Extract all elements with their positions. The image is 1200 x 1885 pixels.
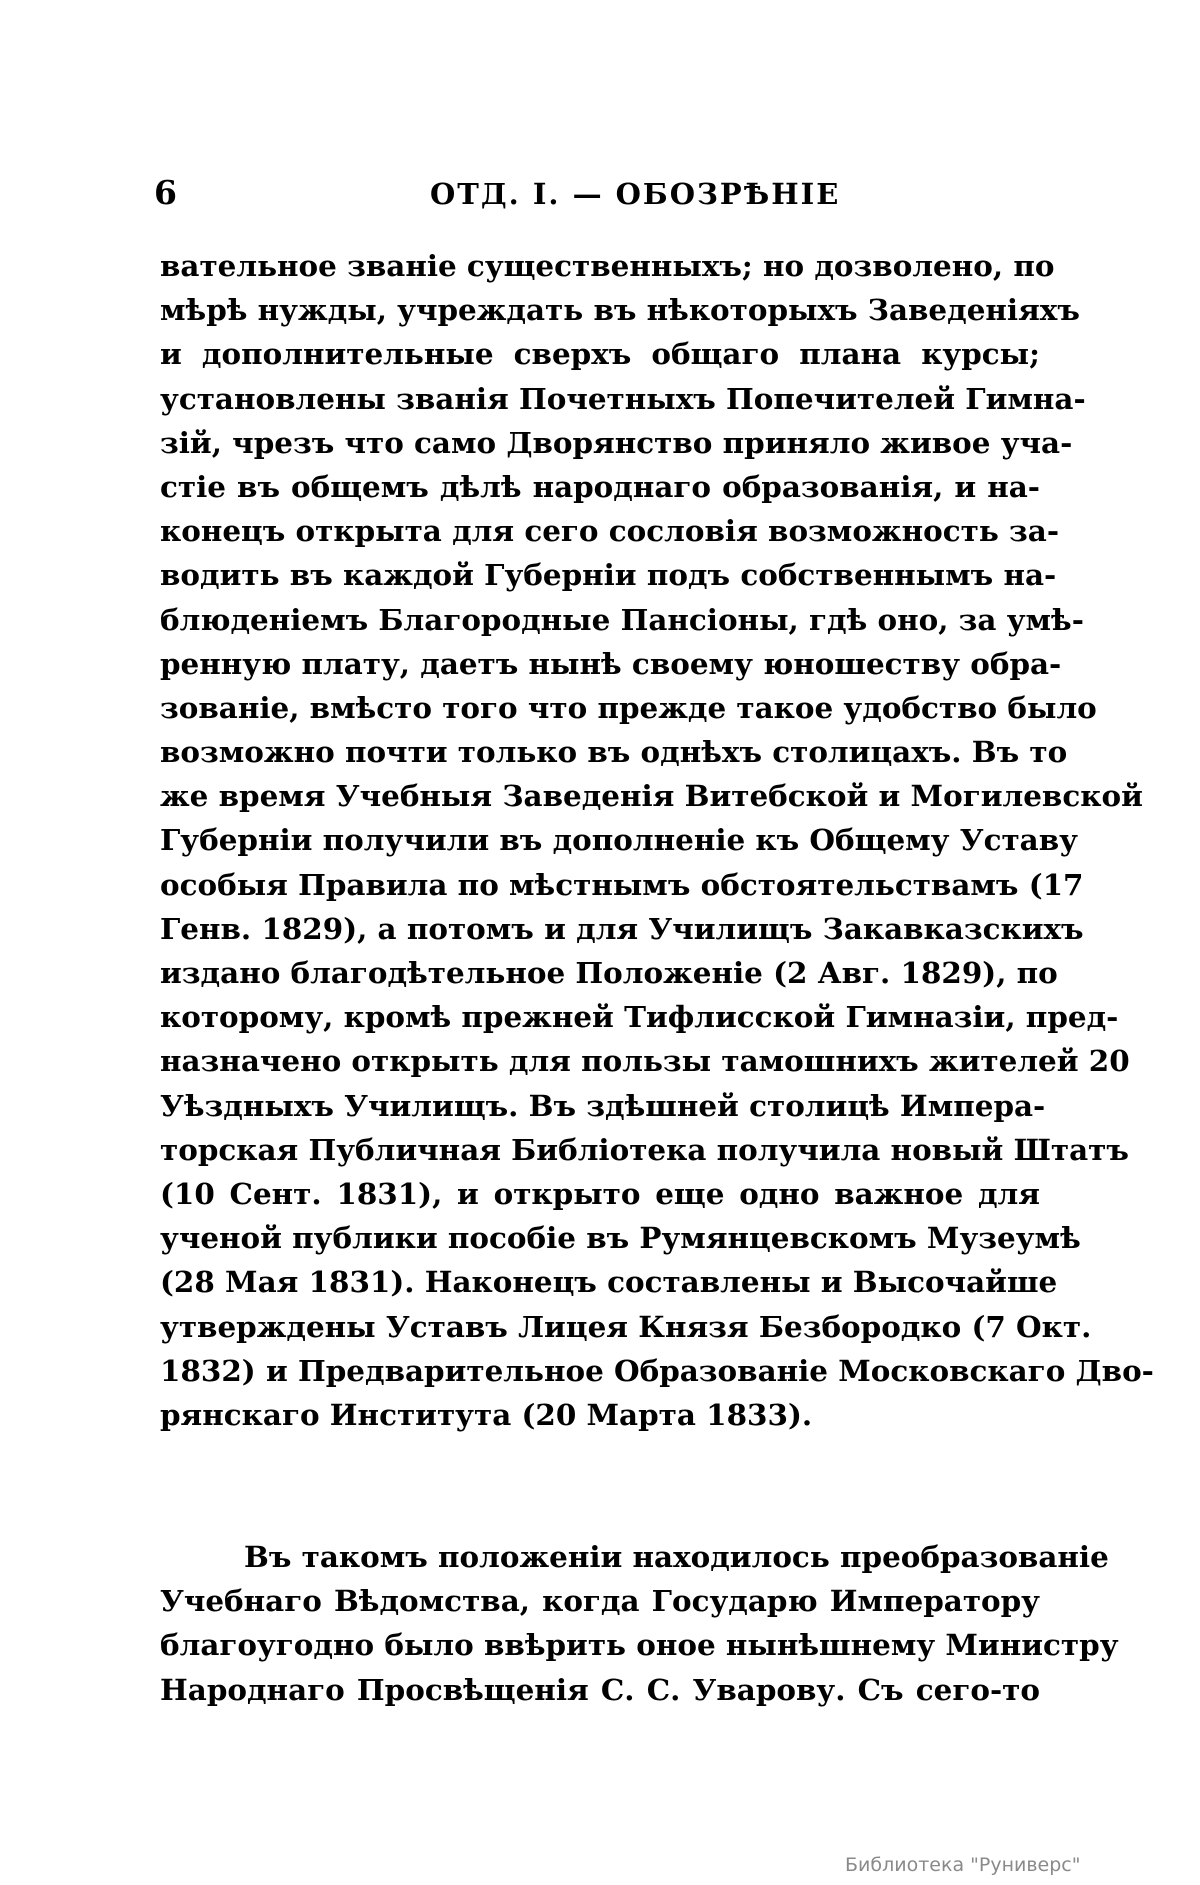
text-line: мѣрѣ нужды, учреждать въ нѣкоторыхъ Заведеніяхъ	[160, 292, 1080, 328]
text-line: и дополнительные сверхъ общаго плана курсы;	[160, 336, 1040, 372]
text-line: благоугодно было ввѣрить оное нынѣшнему Министру	[160, 1627, 1119, 1663]
text-line: ученой публики пособіе въ Румянцевскомъ Музеумѣ	[160, 1220, 1081, 1256]
text-line: стіе въ общемъ дѣлѣ народнаго образованія, и на-	[160, 468, 1040, 504]
text-line: особыя Правила по мѣстнымъ обстоятельствамъ (17	[160, 866, 1084, 902]
text-line: назначено открыть для пользы тамошнихъ жителей 20	[160, 1043, 1130, 1079]
text-line: Генв. 1829), а потомъ и для Училищъ Закавказскихъ	[160, 910, 1084, 946]
text-line: вательное званіе существенныхъ; но дозволено, по	[160, 248, 1055, 283]
page-number: 6	[154, 173, 177, 212]
text-line: ренную плату, даетъ нынѣ своему юношеству обра-	[160, 645, 1062, 681]
text-line: 1832) и Предварительное Образованіе Московскаго Дво-	[160, 1352, 1154, 1388]
text-line: водить въ каждой Губерніи подъ собственнымъ на-	[160, 557, 1057, 593]
text-line: зованіе, вмѣсто того что прежде такое удобство было	[160, 689, 1097, 725]
running-head: ОТД. I. — ОБОЗРѢНІЕ	[430, 177, 841, 211]
text-line: которому, кромѣ прежней Тифлисской Гимназіи, пред-	[160, 999, 1119, 1035]
text-line: Уѣздныхъ Училищъ. Въ здѣшней столицѣ Импера-	[160, 1087, 1046, 1123]
text-line: (10 Сент. 1831), и открыто еще одно важное для	[160, 1175, 1040, 1211]
text-line: Народнаго Просвѣщенія С. С. Уварову. Съ сего-то	[160, 1671, 1040, 1707]
library-watermark: Библиотека "Руниверс"	[845, 1854, 1081, 1876]
text-line: Учебнаго Вѣдомства, когда Государю Императору	[160, 1583, 1040, 1619]
text-line: же время Учебныя Заведенія Витебской и Могилевской	[160, 778, 1143, 814]
text-line: возможно почти только въ однѣхъ столицахъ. Въ то	[160, 734, 1068, 770]
text-line: торская Публичная Библіотека получила новый Штатъ	[160, 1131, 1129, 1167]
text-line: Въ такомъ положеніи находилось преобразованіе	[244, 1539, 1109, 1574]
text-line: рянскаго Института (20 Марта 1833).	[160, 1396, 813, 1432]
text-line: блюденіемъ Благородные Пансіоны, гдѣ оно, за умѣ-	[160, 601, 1084, 637]
paragraph	[160, 1535, 1119, 1712]
text-line: зій, чрезъ что само Дворянство приняло живое уча-	[160, 424, 1073, 460]
text-line: Губерніи получили въ дополненіе къ Общему Уставу	[160, 822, 1078, 858]
text-line: (28 Мая 1831). Наконецъ составлены и Высочайше	[160, 1264, 1058, 1300]
paragraph	[160, 244, 1154, 1437]
text-line: издано благодѣтельное Положеніе (2 Авг. 1829), по	[160, 955, 1058, 990]
text-line: утверждены Уставъ Лицея Князя Безбородко (7 Окт.	[160, 1308, 1092, 1344]
text-line: конецъ открыта для сего сословія возможность за-	[160, 513, 1060, 549]
text-line: установлены званія Почетныхъ Попечителей Гимна-	[160, 380, 1086, 416]
